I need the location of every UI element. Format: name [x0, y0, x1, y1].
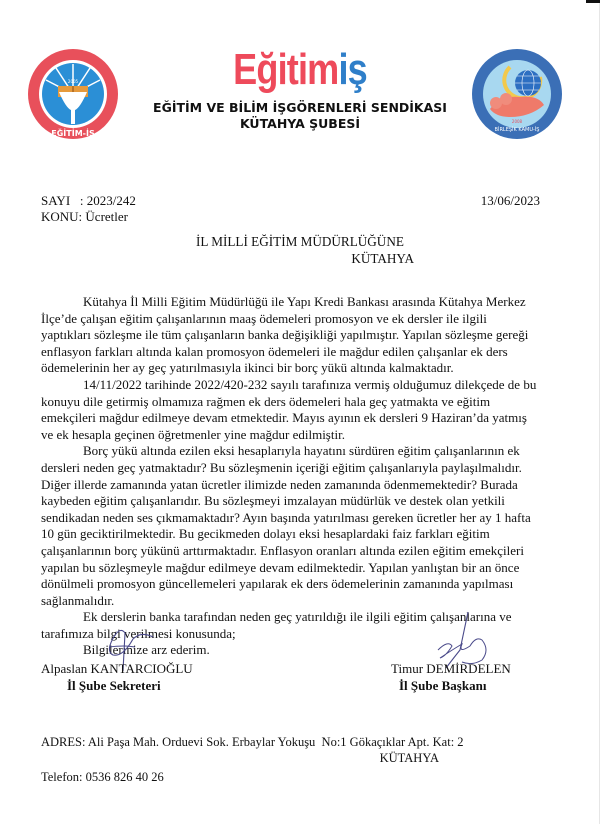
letter-meta — [41, 193, 136, 225]
phone: Telefon: 0536 826 40 26 — [41, 770, 164, 784]
svg-text:2008: 2008 — [511, 119, 523, 124]
signatory-right — [391, 660, 511, 694]
sayi-label: SAYI — [41, 193, 71, 208]
address-city: KÜTAHYA — [379, 751, 439, 765]
konu-value: Ücretler — [85, 209, 129, 224]
address: ADRES: Ali Paşa Mah. Orduevi Sok. Erbaylar Yokuşu No:1 Gökaçıklar Apt. Kat: 2 — [41, 735, 464, 749]
brand-part-2: iş — [338, 45, 367, 94]
body-line: emekçileri mağdur edilmeye devam etmektedir. Mayıs ayının ek dersleri 9 Haziran’da yatmış — [41, 410, 527, 426]
svg-text:BİRLEŞİK KAMU-İŞ: BİRLEŞİK KAMU-İŞ — [494, 127, 540, 133]
brand-part-1: Eğitim — [233, 45, 339, 94]
body-line: İlçe’de çalışan eğitim çalışanlarının maaş ödemeleri promosyon ve ek dersler ile ilgili — [41, 310, 487, 326]
body-line: kaybeden eğitim çalışanlarıdır. Bu sözleşmeyi imzalayan müdürlük ve destek olan yetkili — [41, 493, 505, 509]
body-line: 14/11/2022 tarihinde 2022/420-232 sayılı tarafınıza vermiş olduğumuz dilekçede de bu — [83, 376, 537, 392]
signatory-left-title: İl Şube Sekreteri — [67, 678, 161, 693]
svg-text:2005: 2005 — [67, 79, 79, 84]
body-line: sendikadan neden ses çıkmamaktadır? Ayın başında yatırılması gereken ücretler her ay 1 hafta — [41, 509, 531, 525]
letterhead — [0, 0, 600, 150]
letter-body — [41, 294, 561, 659]
body-line: ödemelerinin her ay geç yatırılmasıyla ikinci bir borç yükü altında kalmaktadır. — [41, 360, 454, 376]
body-line: enflasyon farkları altında kalan promosyon ödemeleri ile mağdur edilen çalışanlar ek ders — [41, 343, 508, 359]
body-line: Kütahya İl Milli Eğitim Müdürlüğü ile Yapı Kredi Bankası arasında Kütahya Merkez — [83, 294, 526, 309]
letter-footer — [41, 734, 464, 784]
signatory-left — [41, 660, 193, 694]
body-line: dönülmeli promosyon güncellemeleri yapılarak ek ders ödemelerinin zamanında yapılması — [41, 576, 514, 592]
body-line: tarafımıza bilgi verilmesi konusunda; — [41, 625, 236, 641]
body-line: Diğer illerde zamanında yatan ücretler ilimizde neden zamanında ödenmemektedir? Burada — [41, 476, 518, 492]
body-line: Ek derslerin banka tarafından neden geç yatırıldığı ile ilgili eğitim çalışanlarına ve — [83, 609, 512, 625]
body-line: dersleri neden geç yatmaktadır? Bu sözleşmenin içeriği eğitim çalışanlarıyla paylaşılmalıdır. — [41, 459, 522, 475]
recipient-block — [196, 233, 414, 267]
birlesik-kamu-is-logo-icon — [470, 47, 564, 141]
sayi-value: : 2023/242 — [79, 193, 136, 208]
body-line: çalışanlarının borç yükünü arttırmaktadır. Enflasyon oranları altında ezilen eğitim emekçileri — [41, 542, 524, 558]
body-line: yapılan bu sözleşmeyle mağdur edilmeye devam edilmektedir. Yapılan yanlıştan bir an önce — [41, 559, 520, 575]
body-line: 10 gün geciktirilmektedir. Bu gecikmeden dolayı eksi hesaplardaki faiz farkları eğitim — [41, 526, 490, 542]
signatory-left-name: Alpaslan KANTARCIOĞLU — [41, 661, 193, 676]
body-line: Borç yükü altında ezilen eksi hesaplarıyla hayatını sürdüren eğitim çalışanlarının ek — [83, 443, 520, 459]
branch-name: KÜTAHYA ŞUBESİ — [239, 116, 361, 131]
signatory-right-name: Timur DEMİRDELEN — [391, 661, 511, 676]
letter-date: 13/06/2023 — [480, 193, 540, 208]
signatory-right-title: İl Şube Başkanı — [399, 678, 487, 693]
recipient-city: KÜTAHYA — [351, 251, 414, 266]
body-line: sağlanmalıdır. — [41, 592, 115, 608]
recipient-office: İL MİLLİ EĞİTİM MÜDÜRLÜĞÜNE — [196, 234, 404, 249]
konu-label: KONU: — [41, 209, 83, 224]
closing-line: Bilgilerinize arz ederim. — [83, 642, 210, 658]
body-line: ve ek hesapla geçinen öğretmenler yine mağdur edilmiştir. — [41, 426, 345, 442]
organization-name: EĞİTİM VE BİLİM İŞGÖRENLERİ SENDİKASI — [153, 100, 447, 115]
body-line: yaptıkları sözleşme ile tüm çalışanların banka değişikliği yapılmıştır. Yapılan sözleşme gereği — [41, 327, 529, 343]
svg-text:EĞİTİM-İŞ: EĞİTİM-İŞ — [51, 129, 95, 138]
body-line: konuyu dile getirmiş olmamıza rağmen ek ders ödemeleri hala geç yatmakta ve eğitim — [41, 393, 491, 409]
